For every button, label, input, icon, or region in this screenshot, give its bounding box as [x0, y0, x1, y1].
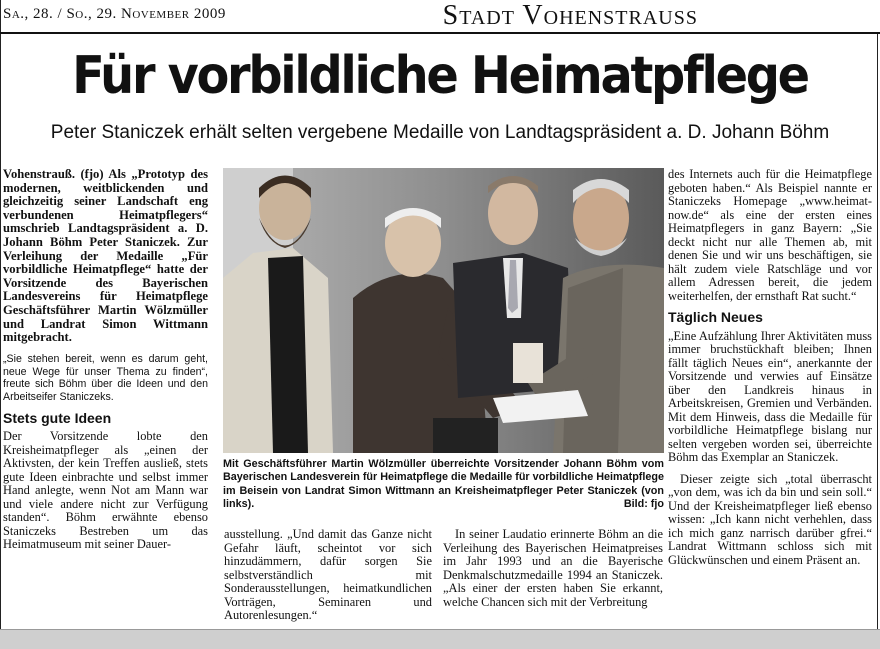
headline: Für vorbildliche Heimatpflege [72, 46, 808, 106]
column-1 [3, 168, 208, 560]
left-border [0, 0, 1, 649]
body-paragraph-6: Dieser zeigte sich „total überrascht „von dem, was ich da bin und sein soll.“ Und der Kreisheimatpfleger ließ ebenso wissen: „Ich kann nicht verhehlen, dass ich mich ganz narrisch darüber gfrei.“ Landrat Wittmann schloss sich mit Glückwünschen und einem Präsent an. [668, 471, 872, 567]
photo-image [223, 168, 664, 453]
column-4 [668, 168, 872, 575]
subheading-taeglich-neues: Täglich Neues [668, 309, 763, 325]
subheadline: Peter Staniczek erhält selten vergebene Medaille von Landtagspräsident a. D. Johann Böhm [50, 122, 830, 143]
column-2 [224, 528, 432, 631]
caption-text: Mit Geschäftsführer Martin Wölzmüller überreichte Vorsitzender Johann Böhm vom Bayerischen Landesverein für Heimatpflege die Medaille für vorbildliche Heimatpflege im Beisein von Landrat Simon Wittmann an Kreisheimatpfleger Peter Staniczek (von links). [223, 458, 665, 510]
subheading-stets-gute-ideen: Stets gute Ideen [3, 409, 112, 426]
body-paragraph-2: ausstellung. „Und damit das Ganze nicht Gefahr läuft, scheintot vor sich hinzudämmern, dafür sorgen Sie selbstverständlich mit Sonderausstellungen, heimatkundlichen Vorträgen, Seminaren und Autorenlesungen.“ [224, 527, 432, 622]
article-photo [223, 168, 664, 453]
header-rule [0, 32, 880, 34]
photo-caption [223, 458, 664, 511]
photo-credit: Bild: fjo [623, 497, 664, 510]
body-paragraph-3: In seiner Laudatio erinnerte Böhm an die Verleihung des Bayerischen Heimatpreises im Jahr 1993 und an die Bayerische Denkmalschutzmedaille 1994 an Staniczek. „Als einer der ersten haben Sie erkannt, welche Chancen sich mit der Verbreitung [443, 527, 663, 609]
column-3 [443, 528, 663, 617]
section-title: Stadt Vohenstrauss [442, 0, 698, 31]
issue-date: Sa., 28. / So., 29. November 2009 [3, 6, 226, 22]
body-paragraph-1: Der Vorsitzende lobte den Kreisheimatpfleger als „einen der Aktivsten, der kein Treffen ausließ, stets gute Ideen einbrachte und selbst immer Hand anlegte, wenn Not am Mann war und viele andere nicht zur Verfügung standen“. Böhm erwähnte ebenso Staniczeks Bestreben um das Heimatmuseum mit seiner Dauer- [3, 429, 208, 552]
lead-paragraph: Vohenstrauß. (fjo) Als „Prototyp des modernen, weitblickenden und gleichzeitig seiner Landschaft eng verbundenen Heimatpflegers“ umschrieb Landtagspräsident a. D. Johann Böhm Peter Staniczek. Zur Verleihung der Medaille „Für vorbildliche Heimatpflege“ hatte der Vorsitzende des Bayerischen Landesvereins für Heimatpflege Geschäftsführer Martin Wölzmüller und Landrat Simon Wittmann mitgebracht. [3, 167, 208, 345]
body-paragraph-5: „Eine Aufzählung Ihrer Aktivitäten muss immer bruchstückhaft bleiben; Ihnen fällt täglich Neues ein“, anerkannte der Vorsitzende und verwies auf Einsätze über den Landkreis hinaus in Arbeitskreisen, Gremien und Verbänden. Mit dem Hinweis, dass die Medaille für vorbildliche Heimatpflege bislang nur selten vergeben worden sei, überreichte Böhm das Exemplar an Staniczek. [668, 328, 872, 464]
body-paragraph-4: des Internets auch für die Heimatpflege geboten haben.“ Als Beispiel nannte er Staniczeks Homepage „www.heimat-now.de“ als eine der ersten eines Heimatpflegers in ganz Bayern: „Sie deckt nicht nur alle Themen ab, mit denen Sie und wir uns beschäftigen, sie hält zudem viele Ratschläge und vor allem Adressen bereit, die jedem weiterhelfen, der ernsthaft Rat sucht.“ [668, 167, 872, 303]
bottom-bar [0, 630, 880, 649]
quote-paragraph: „Sie stehen bereit, wenn es darum geht, neue Wege für unser Thema zu finden“, freute sich Böhm über die Ideen und den Arbeitseifer Staniczeks. [3, 352, 208, 404]
